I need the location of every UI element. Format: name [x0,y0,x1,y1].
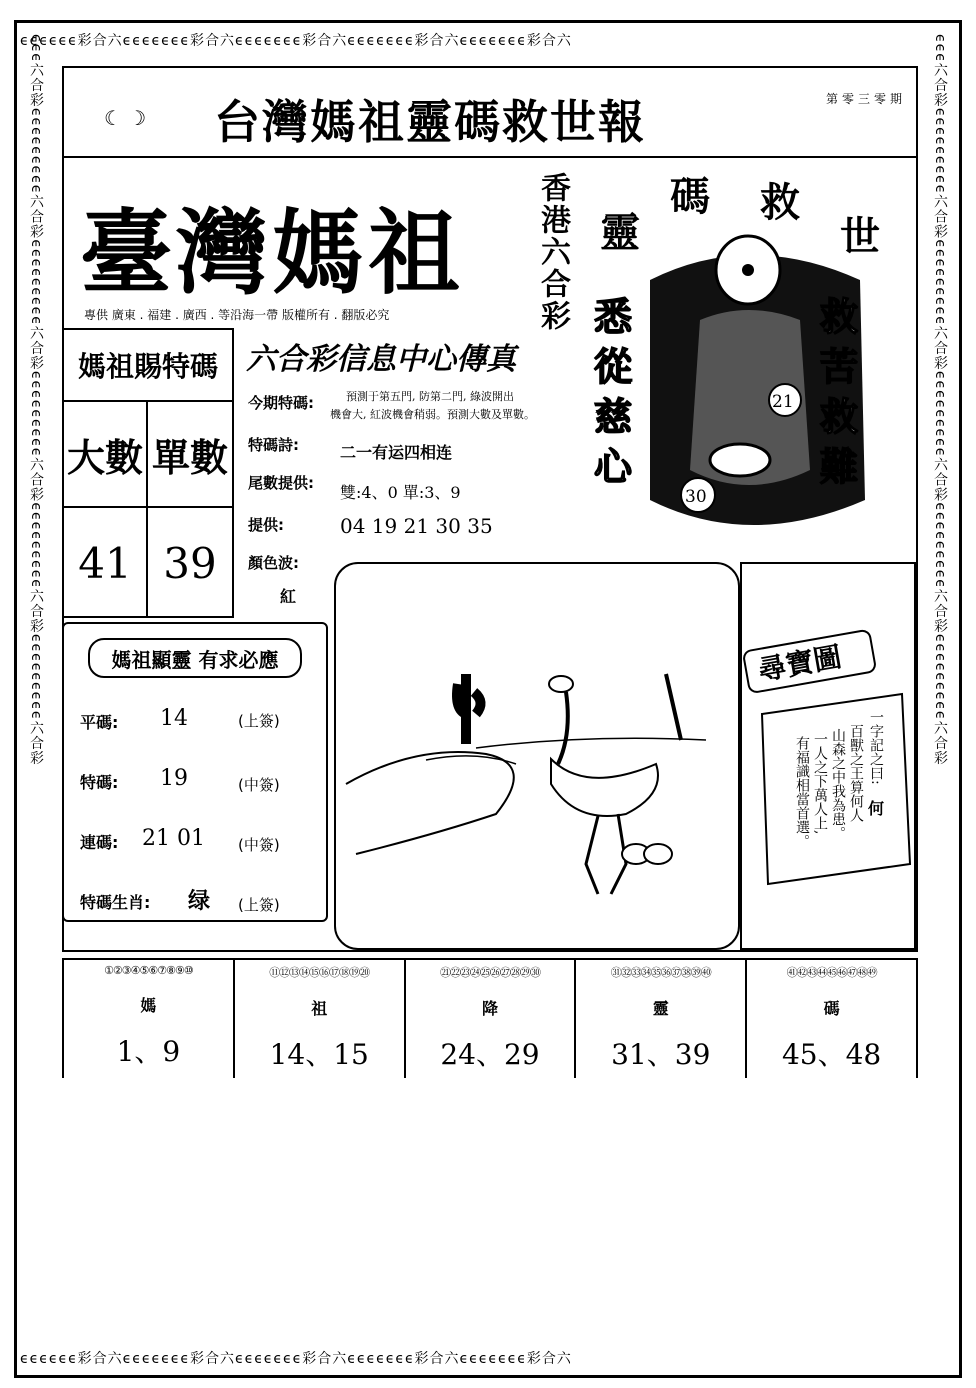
column-numbers: 45、48 [781,1038,882,1071]
treasure-map [740,562,916,950]
circle-numbers: ㉛㉜㉝㉞㉟㊱㊲㊳㊴㊵ [610,966,711,979]
border-top: ϵϵϵϵϵϵ彩合六ϵϵϵϵϵϵϵ彩合六ϵϵϵϵϵϵϵ彩合六ϵϵϵϵϵϵϵ彩合六ϵϵϵϵϵϵϵ彩合六 [20,33,572,49]
buddha-number-2: 30 [685,487,707,507]
ostrich-scene [334,562,740,950]
row-label: 特碼生肖: [80,893,151,912]
row-value: 19 [160,766,188,791]
arc-char-3: 救 [760,180,800,226]
prediction-row [80,890,320,913]
issue-number: 第零三零期 [825,92,906,106]
column-numbers: 24、29 [440,1038,540,1071]
bottom-column [64,960,235,1078]
right-col-2: 苦 [820,345,859,389]
header [62,66,918,158]
column-label: 祖 [311,999,328,1018]
prediction-box [62,622,328,922]
prediction-row [80,766,320,794]
header-title: 台灣媽祖靈碼救世報 [214,95,646,149]
column-numbers: 1、9 [116,1035,181,1068]
moon-icon: ☾ ☽ [104,106,147,130]
info-value-5: 紅 [280,587,297,606]
info-line-1: 預測于第五門, 防第二門, 綠波開出 [346,390,514,403]
row-tag: (中簽) [238,776,280,794]
info-label-4: 提供: [248,516,284,534]
row-label: 連碼: [80,833,119,852]
bottom-column [576,960,747,1078]
column-numbers: 14、15 [269,1038,369,1071]
treasure-line-2: 百獸之王算何人 [848,724,864,822]
column-label: 靈 [652,999,669,1018]
treasure-line-5: 有福識相當首選。 [794,736,810,848]
row-label: 平碼: [80,713,119,732]
bottom-column [747,960,916,1078]
prediction-row [80,706,320,733]
info-line-2: 機會大, 紅波機會稍弱。預測大數及單數。 [330,408,535,421]
info-label-1: 今期特碼: [248,394,314,412]
big-number-value: 41 [64,508,148,618]
special-code-box [62,328,234,618]
treasure-line-4: 一人之下萬人上, [812,732,828,835]
scroll-illustration [742,564,914,948]
info-value-4: 04 19 21 30 35 [340,514,493,538]
right-col-3: 救 [820,395,859,439]
left-col-2: 從 [594,345,633,389]
column-label: 媽 [140,996,157,1015]
treasure-line-1: 一字記之曰: [868,710,884,785]
odd-number-label: 單數 [148,402,232,508]
border-bottom: ϵϵϵϵϵϵ彩合六ϵϵϵϵϵϵϵ彩合六ϵϵϵϵϵϵϵ彩合六ϵϵϵϵϵϵϵ彩合六ϵϵϵϵϵϵϵ彩合六 [20,1351,572,1367]
buddha-illustration [590,170,910,550]
row-tag: (中簽) [238,836,280,854]
prediction-title: 媽祖顯靈 有求必應 [88,638,302,678]
row-value: 14 [160,706,188,731]
bottom-column [406,960,577,1078]
big-title: 臺灣媽祖 [80,200,465,307]
info-label-5: 顏色波: [248,554,299,572]
vertical-title: 香港六合彩 [535,172,570,332]
info-value-3: 雙:4、0 單:3、9 [340,483,461,502]
info-label-2: 特碼詩: [248,436,299,454]
column-label: 碼 [823,999,840,1018]
buddha-number-1: 21 [772,392,794,412]
row-label: 特碼: [80,773,119,792]
row-value: 21 01 [142,826,205,851]
bottom-table [62,958,918,1078]
column-label: 降 [481,999,498,1018]
border-left: ϵϵϵ六合彩ϵϵϵϵϵϵϵϵϵ六合彩ϵϵϵϵϵϵϵϵϵ六合彩ϵϵϵϵϵϵϵϵϵ六合彩ϵϵϵϵϵϵϵϵϵ六合彩ϵϵϵϵϵϵϵϵϵ六合彩 [28,34,44,766]
circle-numbers: ㉑㉒㉓㉔㉕㉖㉗㉘㉙㉚ [439,966,540,979]
left-col-1: 悉 [594,295,633,339]
big-number-label: 大數 [64,402,148,508]
circle-numbers: ㊶㊷㊸㊹㊺㊻㊼㊽㊾ [786,966,877,979]
info-value-2: 二一有运四相连 [340,443,453,462]
treasure-handwritten: 何 [868,799,885,818]
row-tag: (上簽) [238,896,280,914]
arc-char-1: 靈 [600,210,640,256]
column-numbers: 31、39 [611,1038,711,1071]
border-right: ϵϵϵ六合彩ϵϵϵϵϵϵϵϵϵ六合彩ϵϵϵϵϵϵϵϵϵ六合彩ϵϵϵϵϵϵϵϵϵ六合彩ϵϵϵϵϵϵϵϵϵ六合彩ϵϵϵϵϵϵϵϵϵ六合彩 [932,34,948,766]
bottom-column [235,960,406,1078]
treasure-line-3: 山森之中我為患。 [830,728,846,840]
arc-char-2: 碼 [670,174,710,220]
subline: 專供 廣東 . 福建 . 廣西 . 等沿海一帶 版權所有 . 翻版必究 [84,308,390,322]
prediction-row [80,826,320,854]
ostrich-illustration [336,564,738,948]
arc-char-4: 世 [840,214,880,260]
row-value: 绿 [188,888,211,914]
right-col-4: 難 [820,445,859,489]
circle-numbers: ①②③④⑤⑥⑦⑧⑨⑩ [104,964,193,977]
row-tag: (上簽) [238,712,280,730]
left-col-4: 心 [594,445,633,489]
info-label-3: 尾數提供: [248,474,314,492]
left-col-3: 慈 [594,395,633,439]
special-code-title: 媽祖賜特碼 [64,330,232,402]
info-title: 六合彩信息中心傳真 [246,342,516,377]
circle-numbers: ⑪⑫⑬⑭⑮⑯⑰⑱⑲⑳ [269,966,370,979]
treasure-title: 尋寶圖 [755,640,844,688]
odd-number-value: 39 [163,538,217,588]
right-col-1: 救 [820,295,859,339]
